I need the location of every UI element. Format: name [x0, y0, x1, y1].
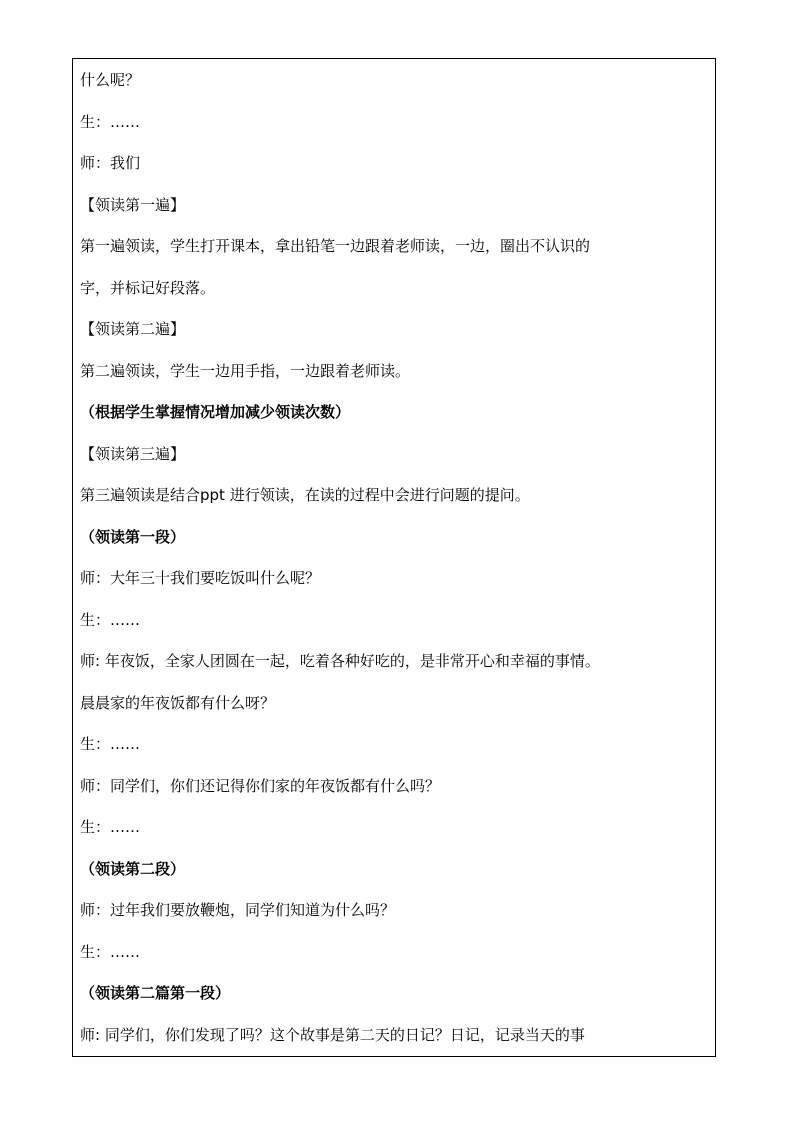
text-line: 师：过年我们要放鞭炮，同学们知道为什么吗？ [80, 901, 396, 919]
text-line: 师：同学们，你们还记得你们家的年夜饭都有什么吗？ [80, 777, 441, 795]
text-line: 师: 同学们，你们发现了吗？这个故事是第二天的日记？日记，记录当天的事 [80, 1026, 585, 1044]
bold-note: （领读第二段） [80, 860, 186, 878]
bold-note: （领读第一段） [80, 528, 186, 546]
section-heading: 【领读第一遍】 [80, 196, 186, 214]
section-heading: 【领读第二遍】 [80, 320, 186, 338]
text-line: 第三遍领读是结合ppt 进行领读，在读的过程中会进行问题的提问。 [80, 486, 530, 504]
text-line: 生：…… [80, 818, 141, 836]
text-line: 生：…… [80, 735, 141, 753]
text-line: 字，并标记好段落。 [80, 279, 216, 297]
text-line: 师：我们 [80, 154, 141, 172]
text-line: 生：…… [80, 113, 141, 131]
text-line: 第二遍领读，学生一边用手指，一边跟着老师读。 [80, 362, 411, 380]
text-line: 晨晨家的年夜饭都有什么呀？ [80, 694, 276, 712]
bold-note: （领读第二篇第一段） [80, 984, 231, 1002]
text-line: 生：…… [80, 943, 141, 961]
bold-note: （根据学生掌握情况增加减少领读次数） [80, 403, 351, 421]
text-line: 第一遍领读，学生打开课本，拿出铅笔一边跟着老师读，一边，圈出不认识的 [80, 237, 591, 255]
section-heading: 【领读第三遍】 [80, 445, 186, 463]
text-line: 生：…… [80, 611, 141, 629]
text-line: 师：大年三十我们要吃饭叫什么呢？ [80, 569, 321, 587]
text-line: 什么呢？ [80, 71, 141, 89]
text-line: 师: 年夜饭，全家人团圆在一起，吃着各种好吃的，是非常开心和幸福的事情。 [80, 652, 600, 670]
